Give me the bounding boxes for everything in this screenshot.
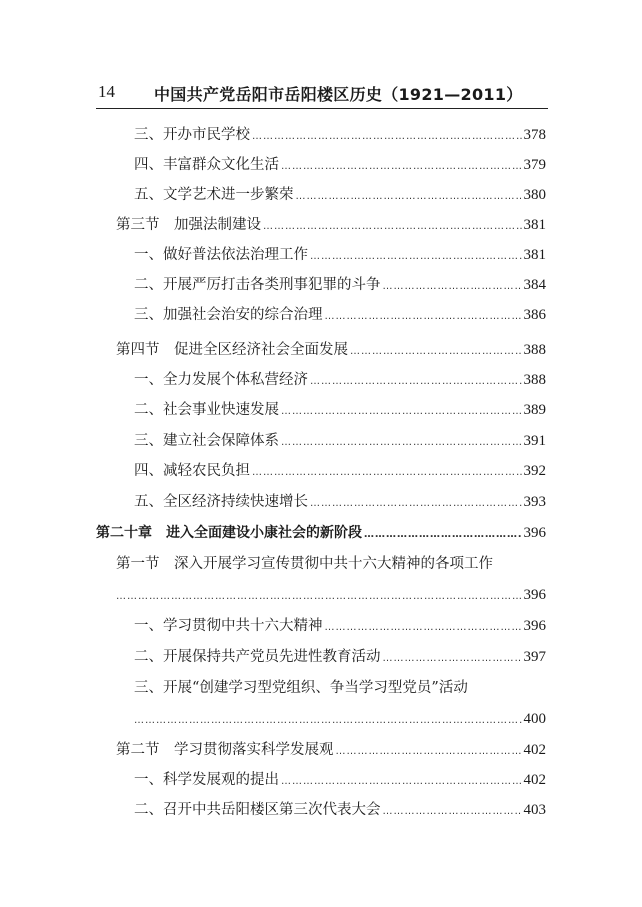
leader-dots <box>350 341 522 363</box>
toc-entry-title: 一、科学发展观的提出 <box>134 772 279 788</box>
toc-entry-page: 392 <box>523 463 546 479</box>
toc-entry-title: 五、文学艺术进一步繁荣 <box>134 187 294 203</box>
toc-entry[interactable] <box>134 184 546 206</box>
toc-entry-title: 四、减轻农民负担 <box>134 463 250 479</box>
toc-entry-title: 二、开展严厉打击各类刑事犯罪的斗争 <box>134 277 381 293</box>
toc-entry[interactable] <box>134 399 546 421</box>
toc-section-entry[interactable] <box>116 739 546 761</box>
toc-entry[interactable] <box>134 769 546 791</box>
toc-entry-title: 三、建立社会保障体系 <box>134 433 279 449</box>
toc-entry-page: 378 <box>523 127 546 143</box>
toc-entry[interactable] <box>134 430 546 452</box>
toc-entry-title: 一、学习贯彻中共十六大精神 <box>134 618 323 634</box>
toc-entry-page: 388 <box>523 372 546 388</box>
toc-entry-page: 391 <box>523 433 546 449</box>
toc-entry[interactable] <box>134 799 546 821</box>
toc-entry-title: 三、加强社会治安的综合治理 <box>134 307 323 323</box>
toc-section-entry[interactable] <box>116 339 546 361</box>
toc-entry-page: 396 <box>523 525 546 541</box>
toc-entry-page: 381 <box>523 217 546 233</box>
toc-entry-title: 第四节 促进全区经济社会全面发展 <box>116 342 348 358</box>
page-number: 14 <box>98 82 115 101</box>
leader-dots <box>281 401 522 423</box>
toc-entry[interactable] <box>134 304 546 326</box>
leader-dots <box>281 771 522 793</box>
leader-dots <box>263 216 522 238</box>
toc-entry[interactable] <box>134 460 546 482</box>
toc-entry-page: 396 <box>523 587 546 603</box>
toc-entry-page: 393 <box>523 494 546 510</box>
toc-entry-page: 386 <box>523 307 546 323</box>
leader-dots <box>296 186 522 208</box>
toc-entry-title: 一、做好普法依法治理工作 <box>134 247 308 263</box>
toc-entry-page: 388 <box>523 342 546 358</box>
leader-dots <box>310 246 522 268</box>
toc-entry-title[interactable]: 三、开展“创建学习型党组织、争当学习型党员”活动 <box>134 680 468 696</box>
toc-entry-page: 400 <box>523 711 546 727</box>
toc-entry[interactable] <box>134 244 546 266</box>
book-title: 中国共产党岳阳市岳阳楼区历史（1921—2011） <box>154 85 523 104</box>
toc-section-entry-title[interactable]: 第一节 深入开展学习宣传贯彻中共十六大精神的各项工作 <box>116 556 493 572</box>
leader-dots <box>116 586 522 608</box>
toc-entry-title: 二、社会事业快速发展 <box>134 402 279 418</box>
toc-section-entry-leader <box>116 584 546 606</box>
leader-dots <box>281 156 522 178</box>
toc-entry-page: 380 <box>523 187 546 203</box>
toc-entry-page: 389 <box>523 402 546 418</box>
toc-entry-title: 五、全区经济持续快速增长 <box>134 494 308 510</box>
toc-entry-page: 379 <box>523 157 546 173</box>
leader-dots <box>310 371 522 393</box>
toc-chapter-entry[interactable] <box>96 522 546 544</box>
leader-dots <box>252 126 522 148</box>
toc-entry-page: 396 <box>523 618 546 634</box>
leader-dots <box>310 493 522 515</box>
toc-entry-page: 384 <box>523 277 546 293</box>
toc-entry-leader <box>134 708 546 730</box>
leader-dots <box>383 648 522 670</box>
leader-dots <box>364 524 522 546</box>
toc-entry[interactable] <box>134 615 546 637</box>
toc-entry[interactable] <box>134 274 546 296</box>
leader-dots <box>336 741 522 763</box>
toc-entry-page: 402 <box>523 742 546 758</box>
toc-entry-title: 一、全力发展个体私营经济 <box>134 372 308 388</box>
leader-dots <box>383 801 522 823</box>
toc-entry[interactable] <box>134 154 546 176</box>
leader-dots <box>281 432 522 454</box>
toc-entry-title: 第三节 加强法制建设 <box>116 217 261 233</box>
toc-entry[interactable] <box>134 646 546 668</box>
toc-entry-page: 402 <box>523 772 546 788</box>
toc-entry-title: 二、召开中共岳阳楼区第三次代表大会 <box>134 802 381 818</box>
leader-dots <box>383 276 522 298</box>
leader-dots <box>252 462 522 484</box>
leader-dots <box>325 306 522 328</box>
toc-entry-title: 第二十章 进入全面建设小康社会的新阶段 <box>96 525 362 541</box>
leader-dots <box>134 710 522 732</box>
toc-entry-title: 三、开办市民学校 <box>134 127 250 143</box>
toc-section-entry[interactable] <box>116 214 546 236</box>
toc-entry[interactable] <box>134 369 546 391</box>
toc-entry-page: 397 <box>523 649 546 665</box>
toc-entry[interactable] <box>134 124 546 146</box>
toc-entry-title: 四、丰富群众文化生活 <box>134 157 279 173</box>
toc-entry-page: 381 <box>523 247 546 263</box>
toc-entry-page: 403 <box>523 802 546 818</box>
toc-entry-title: 第二节 学习贯彻落实科学发展观 <box>116 742 334 758</box>
toc-entry[interactable] <box>134 491 546 513</box>
toc-entry-title: 二、开展保持共产党员先进性教育活动 <box>134 649 381 665</box>
leader-dots <box>325 617 522 639</box>
